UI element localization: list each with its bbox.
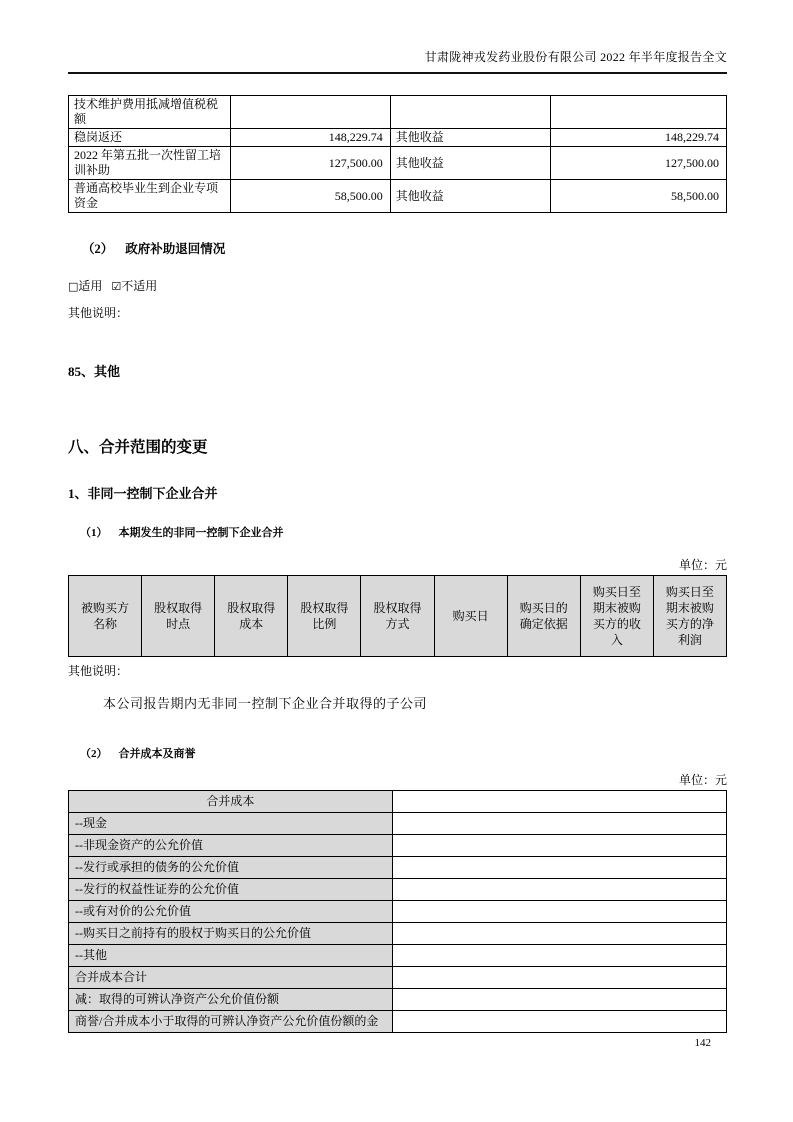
subsidy-category-cell: 其他收益	[390, 129, 550, 147]
checkbox-unchecked-icon: □	[68, 280, 79, 293]
table-row	[69, 96, 727, 129]
merger-header-cell: 购买日的确定依据	[507, 576, 580, 657]
table-row	[69, 835, 727, 857]
subsidy-name-cell: 稳岗返还	[69, 129, 231, 147]
subsidy-total-cell: 127,500.00	[550, 147, 726, 180]
table-header-row	[69, 791, 727, 813]
heading-gov-subsidy-refund	[82, 239, 727, 257]
cost-value-cell	[392, 989, 726, 1011]
cost-value-cell	[392, 879, 726, 901]
heading-title: 合并成本及商誉	[118, 748, 196, 760]
header-rule	[68, 72, 727, 74]
cost-label-cell: --非现金资产的公允价值	[69, 835, 393, 857]
table-row	[69, 967, 727, 989]
applicability-line	[68, 277, 727, 294]
not-applicable-label: 不适用	[121, 279, 158, 293]
cost-label-cell: --其他	[69, 945, 393, 967]
cost-label-cell: 商誉/合并成本小于取得的可辨认净资产公允价值份额的金	[69, 1011, 393, 1033]
table-row	[69, 1011, 727, 1033]
table-row	[69, 147, 727, 180]
table-row	[69, 180, 727, 213]
subsidy-total-cell: 58,500.00	[550, 180, 726, 213]
heading-other-85: 85、其他	[68, 364, 121, 379]
table-row	[69, 879, 727, 901]
heading-number: （1）	[80, 527, 108, 539]
table-row	[69, 901, 727, 923]
page-number: 142	[694, 1037, 711, 1049]
merger-header-cell: 股权取得比例	[288, 576, 361, 657]
table-row	[69, 813, 727, 835]
cost-value-cell	[392, 857, 726, 879]
cost-value-cell	[392, 835, 726, 857]
table-row	[69, 129, 727, 147]
heading-current-period-merger	[80, 524, 727, 540]
cost-value-cell	[392, 967, 726, 989]
header-title: 甘肃陇神戎发药业股份有限公司 2022 年半年度报告全文	[424, 50, 727, 64]
subsidy-name-cell: 技术维护费用抵减增值税税额	[69, 96, 231, 129]
subsidy-name-cell: 2022 年第五批一次性留工培训补助	[69, 147, 231, 180]
subsidy-amount-cell: 148,229.74	[230, 129, 390, 147]
cost-label-cell: --现金	[69, 813, 393, 835]
merger-header-cell: 被购买方名称	[69, 576, 142, 657]
cost-label-cell: --购买日之前持有的股权于购买日的公允价值	[69, 923, 393, 945]
subsidy-amount-cell: 58,500.00	[230, 180, 390, 213]
cost-value-cell	[392, 945, 726, 967]
cost-value-cell	[392, 813, 726, 835]
table-row	[69, 945, 727, 967]
merger-header-cell: 购买日至期末被购买方的收入	[580, 576, 653, 657]
heading-merger-scope-change: 八、合并范围的变更	[68, 439, 208, 456]
subsidy-name-cell: 普通高校毕业生到企业专项资金	[69, 180, 231, 213]
other-note-label: 其他说明：	[68, 306, 129, 320]
table-row	[69, 923, 727, 945]
heading-non-common-control-merger: 1、非同一控制下企业合并	[68, 486, 218, 501]
merger-table	[68, 575, 727, 657]
heading-number: （2）	[82, 242, 114, 256]
cost-value-cell	[392, 923, 726, 945]
subsidy-total-cell: 148,229.74	[550, 129, 726, 147]
heading-merger-cost-goodwill	[80, 745, 727, 761]
subsidy-category-cell	[390, 96, 550, 129]
table-row	[69, 989, 727, 1011]
cost-header-cell: 合并成本	[69, 791, 393, 813]
subsidy-amount-cell: 127,500.00	[230, 147, 390, 180]
merger-header-cell: 股权取得时点	[142, 576, 215, 657]
unit-label: 单位：元	[678, 773, 727, 787]
merger-header-cell: 股权取得方式	[361, 576, 434, 657]
cost-table	[68, 790, 727, 1033]
unit-label: 单位：元	[678, 558, 727, 572]
cost-label-cell: --发行或承担的债务的公允价值	[69, 857, 393, 879]
subsidy-category-cell: 其他收益	[390, 180, 550, 213]
checkbox-checked-icon: ☑	[111, 280, 122, 293]
subsidy-category-cell: 其他收益	[390, 147, 550, 180]
cost-label-cell: 减：取得的可辨认净资产公允价值份额	[69, 989, 393, 1011]
cost-label-cell: 合并成本合计	[69, 967, 393, 989]
subsidy-table	[68, 95, 727, 213]
merger-header-cell: 购买日	[434, 576, 507, 657]
cost-label-cell: --或有对价的公允价值	[69, 901, 393, 923]
cost-value-cell	[392, 901, 726, 923]
cost-value-cell	[392, 791, 726, 813]
heading-title: 政府补助退回情况	[125, 242, 226, 256]
cost-value-cell	[392, 1011, 726, 1033]
merger-paragraph: 本公司报告期内无非同一控制下企业合并取得的子公司	[103, 696, 428, 711]
subsidy-total-cell	[550, 96, 726, 129]
table-row	[69, 857, 727, 879]
merger-other-note-label: 其他说明：	[68, 664, 129, 678]
merger-header-cell: 股权取得成本	[215, 576, 288, 657]
cost-label-cell: --发行的权益性证券的公允价值	[69, 879, 393, 901]
applicable-label: 适用	[78, 279, 103, 293]
subsidy-amount-cell	[230, 96, 390, 129]
table-header-row	[69, 576, 727, 657]
heading-title: 本期发生的非同一控制下企业合并	[118, 527, 284, 539]
merger-header-cell: 购买日至期末被购买方的净利润	[653, 576, 726, 657]
heading-number: （2）	[80, 748, 108, 760]
